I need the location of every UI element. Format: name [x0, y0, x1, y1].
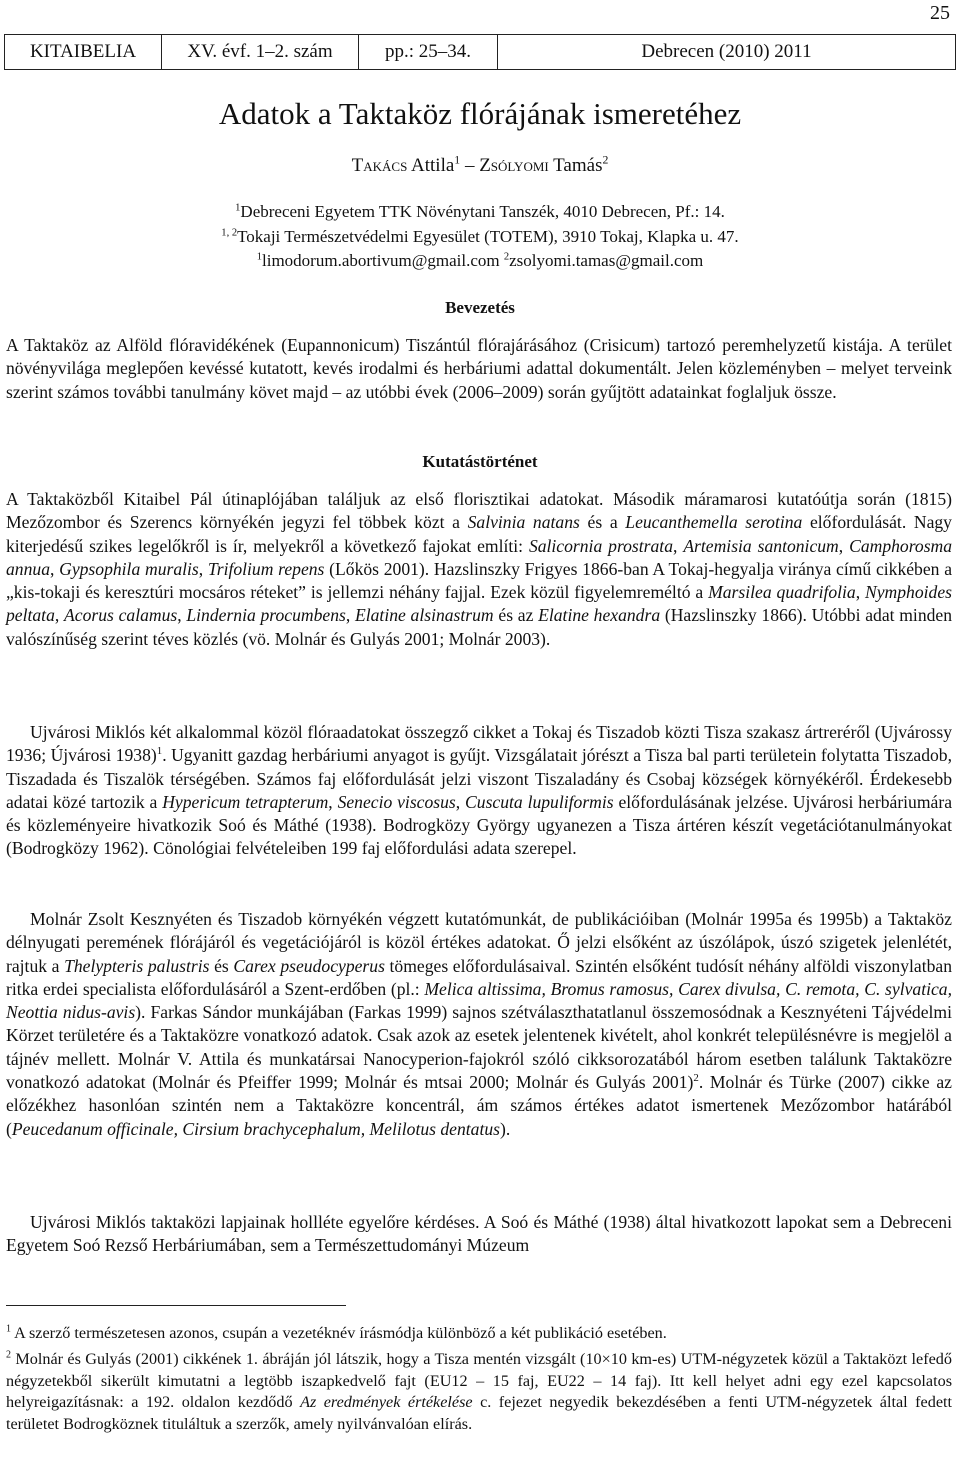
journal-header-box [4, 34, 956, 70]
author2-surname-initial: Z [479, 155, 491, 176]
footnote-separator [6, 1305, 346, 1306]
email2-sup: 2 [503, 251, 510, 263]
kutatas-paragraph-3: Molnár Zsolt Kesznyéten és Tiszadob környékén végzett kutatómunkát, de publikációiban (Molnár 1995a és 1995b) a Taktaköz délnyugati peremének flórájáról és vegetációjáról is közöl értékes adatokat. Ő jelzi elsőként az úszólápok, úszó szigetek jelenlétét, rajtuk a Thelypteris palustris és Carex pseudocyperus tömeges előfordulásaival. Szintén elsőként tudósít néhány alföldi viszonylatban ritka erdei specialista előfordulásáról a Szent-erdőben (pl.: Melica altissima, Bromus ramosus, Carex divulsa, C. remota, C. sylvatica, Neottia nidus-avis). Farkas Sándor munkájában (Farkas 1999) sajnos szétválaszthatatlanul összemosódnak a Kesznyéteni Tájvédelmi Körzet területére és a Taktaközre vonatkozó adatok. Csak azok az esetek jelentenek kivételt, ahol konkrét településnévre is megjelöl a tájnév mellett. Molnár V. Attila és munkatársai Nanocyperion-fajokról szóló cikksorozatából három esetben találunk Taktaközre vonatkozó adatokat (Molnár és Pfeiffer 1999; Molnár és mtsai 2000; Molnár és Gulyás 2001)$^2$. Molnár és Türke (2007) cikke az előzékhez hasonlóan szintén nem a Taktaközre koncentrál, ám számos értékes adatot ismertenek Mezőzombor határából (Peucedanum officinale, Cirsium brachycephalum, Melilotus dentatus). [6, 909, 953, 1139]
affiliation-1-text: Debreceni Egyetem TTK Növénytani Tanszék, 4010 Debrecen, Pf.: 14. [240, 202, 725, 221]
author1-surname-initial: T [351, 155, 364, 176]
journal-pages: pp.: 25–34. [359, 35, 498, 69]
article-title: Adatok a Taktaköz flórájának ismeretéhez [218, 96, 742, 131]
affiliation-1-sup: 1 [235, 202, 241, 214]
journal-name: KITAIBELIA [5, 35, 162, 69]
bevezetes-paragraph: A Taktaköz az Alföld flóravidékének (Eupannonicum) Tiszántúl flórajárásához (Crisicum) tartozó peremhelyzetű kistája. A terület növényvilága meglepően kevéssé kutatott, kevés irodalmi és herbáriumi adattal dokumentált. Jelen közleményben – melyet terveink szerint számos további tanulmány követ majd – az utóbbi évek (2006–2009) során gyűjtött adatainkat foglaljuk össze. [6, 335, 952, 402]
kutatas-paragraph-4: Ujvárosi Miklós taktaközi lapjainak hollléte egyelőre kérdéses. A Soó és Máthé (1938) által hivatkozott lapokat sem a Debreceni Egyetem Soó Rezső Herbáriumában, sem a Természettudományi Múzeum [6, 1212, 952, 1256]
kutatas-paragraph-1: A Taktaközből Kitaibel Pál útinaplójában találjuk az első florisztikai adatokat. Második máramarosi kutatóútja során (1815) Mezőzombor és Szerencs környékén jegyzi fel többek közt a Salvinia natans és a Leucanthemella serotina előfordulását. Nagy kiterjedésű szikes legelőkről is ír, melyekről a következő fajokat említi: Salicornia prostrata, Artemisia santonicum, Camphorosma annua, Gypsophila muralis, Trifolium repens (Lőkös 2001). Hazslinszky Frigyes 1866-ban A Tokaj-hegyalja viránya című cikkében a „kis-tokaji és keresztúri mocsáros réteket” is jellemzi néhány fajjal. Ezek közül figyelemreméltó a Marsilea quadrifolia, Nymphoides peltata, Acorus calamus, Lindernia procumbens, Elatine alsinastrum és az Elatine hexandra (Hazslinszky 1866). Utóbbi adat minden valószínűség szerint téves közlés (vö. Molnár és Gulyás 2001; Molnár 2003). [6, 489, 953, 649]
kutatas-paragraph-2: Ujvárosi Miklós két alkalommal közöl flóraadatokat összegző cikket a Tokaj és Tiszadob közti Tisza szakasz ártreréről (Ujvárossy 1936; Újvárosi 1938)$^1$. Ugyanitt gazdag herbáriumi anyagot is gyűjt. Vizsgálatait jórészt a Tisza bal parti területein folytatta Tiszadob, Tiszadada és Tiszalök térségében. Számos faj előfordulását jelzi viszont Tiszaladány és Csobaj községek környékéről. Érdekesebb adatai közé tartozik a Hypericum tetrapterum, Senecio viscosus, Cuscuta lupuliformis előfordulásának jelzése. Ujvárosi herbáriumára és közleményeire hivatkozik Soó és Máthé (1938). Bodrogközy György ugyanezen a Tisza ártéren készít vegetációtanulmányokat (Bodrogközy 1962). Cönológiai felvételeiben 199 faj előfordulási adata szerepel. [6, 722, 953, 859]
affiliation-2-text: Tokaji Természetvédelmi Egyesület (TOTEM), 3910 Tokaj, Klapka u. 47. [237, 227, 739, 246]
footnote-1: $^1$ A szerző természetesen azonos, csupán a vezetéknév írásmódja különböző a két publikáció esetében. [6, 1323, 667, 1342]
journal-place-year: Debrecen (2010) 2011 [641, 41, 812, 62]
author1-given: Attila [407, 155, 455, 176]
author2-sup: 2 [602, 153, 609, 167]
footnote-2: $^2$ Molnár és Gulyás (2001) cikkének 1. ábráján jól látszik, hogy a Tisza mentén vizsgált (10×10 km-es) UTM-négyzetek közül a Taktaközt lefedő négyzetekből sikerült kimutatni a legtöbb iszapkedvelő fajt (EU12 – 15 faj, EU22 – 14 faj). Itt kell helyet adni egy ezel kapcsolatos helyreigazításnak: a 192. oldalon kezdődő Az eredmények értékelése c. fejezet negyedik bekezdésében a fenti UTM-négyzetek által fedett területet Bodrogköznek tituláltuk a szerzők, amely nyilvánvalóan elírás. [6, 1349, 952, 1433]
author1-sup: 1 [454, 153, 461, 167]
affiliation-2-sup: 1, 2 [221, 227, 238, 239]
author2-surname-rest: sólyomi [490, 155, 549, 176]
section-heading-kutatastortenet: Kutatástörténet [422, 452, 538, 471]
email-1: limodorum.abortivum@gmail.com [262, 251, 500, 270]
email1-sup: 1 [256, 251, 263, 263]
page-number: 25 [930, 2, 950, 24]
journal-volume: XV. évf. 1–2. szám [162, 35, 359, 69]
author-line [0, 155, 960, 177]
author2-given: Tamás [548, 155, 603, 176]
affiliation-2 [0, 227, 960, 247]
email-2: zsolyomi.tamas@gmail.com [509, 251, 704, 270]
affiliation-1 [0, 202, 960, 222]
section-heading-bevezetes: Bevezetés [445, 298, 515, 317]
email-line [0, 251, 960, 271]
author1-surname-rest: akács [363, 155, 408, 176]
author-dash: – [460, 155, 480, 176]
